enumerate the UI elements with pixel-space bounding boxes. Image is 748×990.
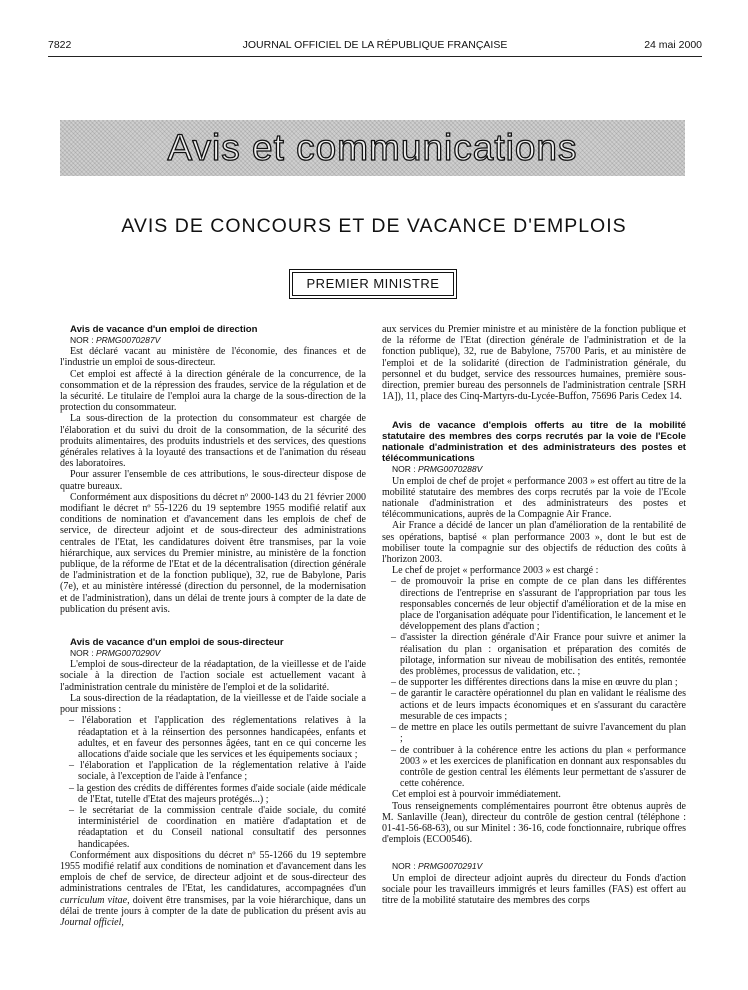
section-title: AVIS DE CONCOURS ET DE VACANCE D'EMPLOIS — [121, 215, 627, 237]
paragraph: Le chef de projet « performance 2003 » est chargé : — [392, 565, 599, 577]
header-rule — [48, 56, 702, 57]
list-item: – la gestion des crédits de différentes formes d'aide sociale (aide médicale de l'Etat, tutelle d'Etat des majeurs protégés...) ; — [69, 782, 366, 805]
page-number: 7822 — [48, 39, 72, 51]
paragraph: Un emploi de directeur adjoint auprès du directeur du Fonds d'action sociale pour les travailleurs immigrés et leurs familles (FAS) est offert au titre de la mobilité statutaire des membres des corps — [382, 872, 686, 906]
list-item: – de contribuer à la cohérence entre les actions du plan « performance 2003 » et les exercices de planification en donnant aux responsables du contrôle de gestion central les éléments leur permettant de s'assurer de cette cohérence. — [391, 744, 686, 790]
paragraph: Conformément aux dispositions du décret nº 55-1266 du 19 septembre 1955 modifié relatif aux conditions de nomination et d'avancement dans les emplois de chef de service, de directeur adjoint et de sous-directeur des administrations centrales de l'Etat, les candidatures, accompagnées d'un curriculum vitae, doivent être transmises, par la voie hiérarchique, dans un délai de trente jours à compter de la date de publication du présent avis au Journal officiel, — [60, 849, 367, 928]
paragraph: L'emploi de sous-directeur de la réadaptation, de la vieillesse et de l'aide sociale à la direction de l'action sociale est actuellement vacant à l'administration centrale du ministère de l'emploi et de la solidarité. — [60, 659, 366, 693]
duties-list — [382, 576, 686, 789]
nor-reference: NOR : PRMG0070287V — [70, 335, 161, 345]
list-item: – de garantir le caractère opérationnel du plan en validant le réalisme des actions et de leurs impacts économiques et en s'assurant du caractère mesurable de ces impacts ; — [391, 688, 686, 722]
paragraph: Un emploi de chef de projet « performance 2003 » est offert au titre de la mobilité statutaire des membres des corps recrutés par la voie de l'Ecole nationale d'administration et des administrateurs des postes et télécommunications, auprès de la Compagnie Air France. — [382, 475, 686, 521]
nor-reference: NOR : PRMG0070291V — [392, 861, 483, 872]
paragraph: Cet emploi est à pourvoir immédiatement. — [392, 789, 561, 801]
article-title: Avis de vacance d'emplois offerts au titre de la mobilité statutaire des membres des corps recrutés par la voie de l'Ecole nationale d'administration et des administrateurs des postes et télécommunications — [382, 420, 686, 465]
nor-reference: NOR : PRMG0070288V — [392, 464, 483, 475]
list-item: – de mettre en place les outils permettant de suivre l'avancement du plan ; — [391, 722, 686, 745]
paragraph: Air France a décidé de lancer un plan d'amélioration de la rentabilité de ses opérations, baptisé « plan performance 2003 », dont le but est de mobiliser toute la compagnie sur des objectifs de réduction des coûts à l'horizon 2003. — [382, 520, 686, 566]
paragraph: Conformément aux dispositions du décret nº 2000-143 du 21 février 2000 modifiant le décret nº 55-1226 du 19 septembre 1955 modifié relatif aux conditions de nomination et d'avancement dans les emplois de chef de service, de directeur adjoint et de sous-directeur des administrations centrales de l'Etat, les candidatures doivent être transmises, par la voie hiérarchique, aux services du Premier ministre, au ministère de la fonction publique, de la réforme de l'Etat et de la décentralisation (direction générale de l'administration et de la fonction publique), 32, rue de Babylone, Paris (7e), et au ministère intéressé (direction du personnel, de la modernisation et de l'administration), dans un délai de trente jours à compter de la date de publication du présent avis. — [60, 491, 366, 615]
list-item: – l'élaboration et l'application des réglementations relatives à la réadaptation et à la réinsertion des personnes handicapées, enfants et adultes, et en faveur des personnes âgées, tant en ce qui concerne les allocations d'aide sociale que les services et les équipements sociaux ; — [69, 715, 366, 760]
missions-list — [60, 715, 366, 849]
journal-title: JOURNAL OFFICIEL DE LA RÉPUBLIQUE FRANÇAISE — [242, 39, 508, 51]
ministry-box: PREMIER MINISTRE — [292, 272, 454, 296]
list-item: – l'élaboration et l'application de la réglementation relative à l'aide sociale, à l'exception de l'aide à l'enfance ; — [69, 760, 366, 783]
list-item: – de promouvoir la prise en compte de ce plan dans les différentes directions de l'entreprise en s'assurant de l'appropriation par tous les responsables concernés de leur objectif d'amélioration et de la mise en place de l'organisation adéquate pour l'identification, le lancement et le développement des plans d'action ; — [391, 576, 686, 633]
page-header — [48, 39, 702, 53]
list-item: – d'assister la direction générale d'Air France pour suivre et animer la réalisation du plan : organisation et préparation des comités de pilotage, information sur niveau de mobilisation des entités, remontée des problèmes, processus de validation, etc. ; — [391, 632, 686, 678]
paragraph: Tous renseignements complémentaires pourront être obtenus auprès de M. Sanlaville (Jean), directeur du contrôle de gestion central (téléphone : 01-41-56-68-63), ou sur Minitel : 36-16, code fonctionnaire, rubrique offres d'emplois (ECO0546). — [382, 800, 686, 846]
publication-date: 24 mai 2000 — [644, 39, 702, 51]
list-item: – de supporter les différentes directions dans la mise en œuvre du plan ; — [391, 677, 678, 689]
article-title: Avis de vacance d'un emploi de direction — [70, 324, 258, 335]
paragraph: La sous-direction de la protection du consommateur est chargée de l'élaboration et du suivi du droit de la consommation, de la sécurité des produits alimentaires, des produits industriels et des services, des questions générales relatives à la loyauté des transactions et de l'animation du réseau des laboratoires. — [60, 413, 366, 470]
nor-reference: NOR : PRMG0070290V — [70, 648, 161, 659]
paragraph: La sous-direction de la réadaptation, de la vieillesse et de l'aide sociale a pour missions : — [60, 692, 366, 716]
paragraph: Est déclaré vacant au ministère de l'économie, des finances et de l'industrie un emploi de sous-directeur. — [60, 346, 366, 369]
left-column — [60, 324, 366, 928]
list-item: – le secrétariat de la commission centrale d'aide sociale, du comité interministériel de coordination en matière d'adaptation et de réadaptation et du Conseil national consultatif des personnes handicapées. — [69, 804, 366, 850]
article-title: Avis de vacance d'un emploi de sous-directeur — [70, 637, 284, 649]
paragraph: Pour assurer l'ensemble de ces attributions, le sous-directeur dispose de quatre bureaux. — [60, 469, 366, 492]
paragraph: Cet emploi est affecté à la direction générale de la concurrence, de la consommation et de la répression des fraudes, service de la régulation et de la sécurité. Le titulaire de l'emploi aura la charge de la sous-direction de la protection du consommateur. — [60, 368, 366, 414]
right-column — [382, 324, 686, 906]
paragraph-continued: aux services du Premier ministre et au ministère de la fonction publique et de la réforme de l'Etat (direction générale de l'administration et de la fonction publique), 32, rue de Babylone, 75700 Paris, et au ministère de l'emploi et de la solidarité (direction de l'administration générale, du personnel et du budget, service des ressources humaines, première sous-direction, premier bureau des personnels de l'administration centrale [SRH 1A]), 11, place des Cinq-Martyrs-du-Lycée-Buffon, 75696 Paris Cedex 14. — [382, 324, 686, 403]
banner-title: Avis et communications — [167, 127, 578, 168]
